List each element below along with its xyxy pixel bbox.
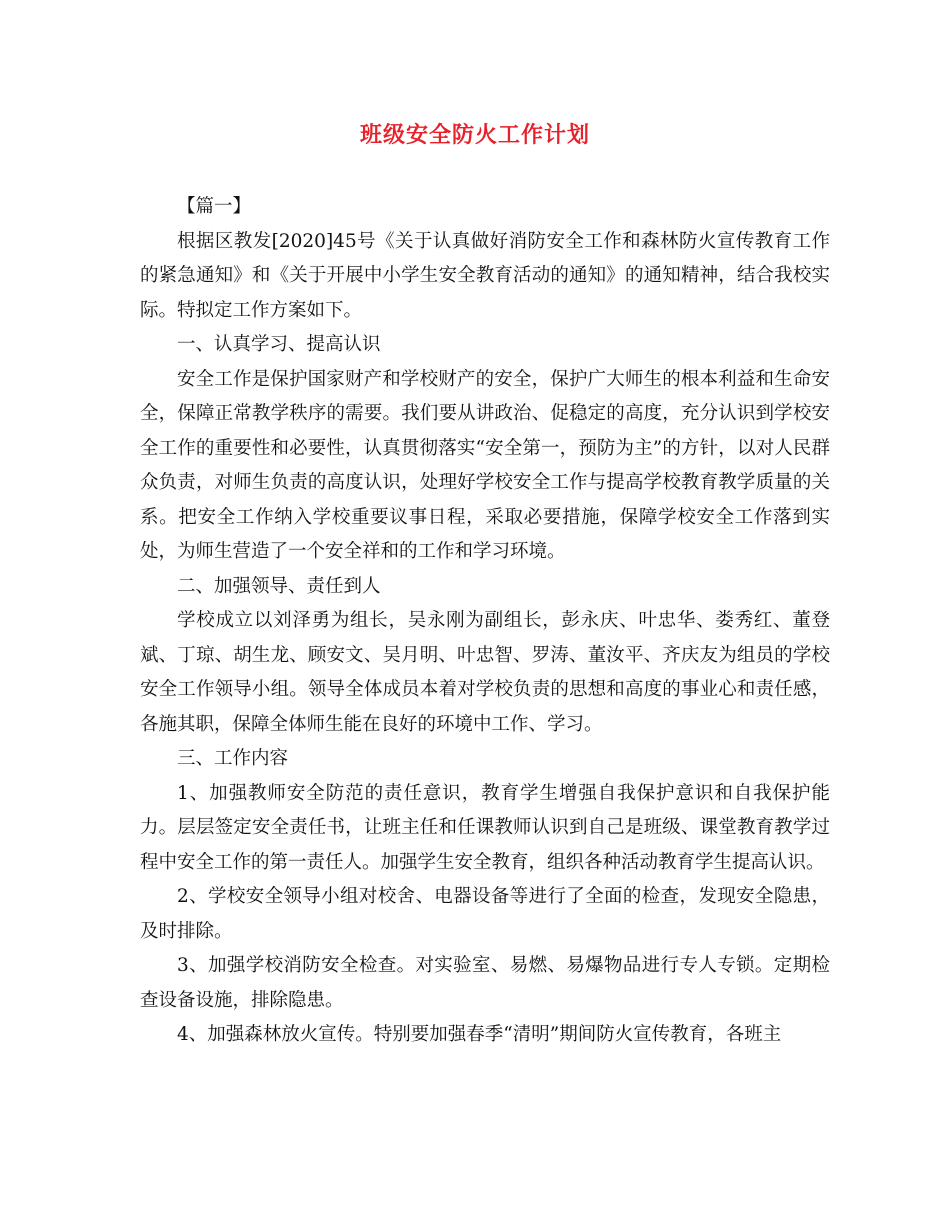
document-title: 班级安全防火工作计划 bbox=[359, 122, 590, 148]
list-item-2: 2、学校安全领导小组对校舍、电器设备等进行了全面的检查，发现安全隐患，及时排除。 bbox=[140, 886, 830, 942]
list-item-3: 3、加强学校消防安全检查。对实验室、易燃、易爆物品进行专人专锁。定期检查设备设施，排除隐患。 bbox=[140, 955, 830, 1011]
heading-2: 二、加强领导、责任到人 bbox=[177, 575, 381, 597]
paragraph-intro: 根据区教发[2020]45号《关于认真做好消防安全工作和森林防火宣传教育工作的紧急通知》和《关于开展中小学生安全教育活动的通知》的通知精神，结合我校实际。特拟定工作方案如下。 bbox=[140, 230, 830, 321]
list-item-1: 1、加强教师安全防范的责任意识，教育学生增强自我保护意识和自我保护能力。层层签定安全责任书，让班主任和任课教师认识到自己是班级、课堂教育教学过程中安全工作的第一责任人。加强学生安全教育，组织各种活动教育学生提高认识。 bbox=[140, 782, 830, 873]
list-item-4: 4、加强森林放火宣传。特别要加强春季“清明”期间防火宣传教育，各班主 bbox=[177, 1024, 782, 1045]
document-body bbox=[140, 190, 830, 1053]
heading-3: 三、工作内容 bbox=[177, 748, 289, 769]
paragraph-2: 学校成立以刘泽勇为组长，吴永刚为副组长，彭永庆、叶忠华、娄秀红、董登斌、丁琼、胡生龙、顾安文、吴月明、叶忠智、罗涛、董汝平、齐庆友为组员的学校安全工作领导小组。领导全体成员本着对学校负责的思想和高度的事业心和责任感，各施其职，保障全体师生能在良好的环境中工作、学习。 bbox=[140, 610, 830, 735]
section-label: 【篇一】 bbox=[177, 196, 252, 217]
heading-1: 一、认真学习、提高认识 bbox=[177, 334, 381, 355]
paragraph-1: 安全工作是保护国家财产和学校财产的安全，保护广大师生的根本利益和生命安全，保障正常教学秩序的需要。我们要从讲政治、促稳定的高度，充分认识到学校安全工作的重要性和必要性，认真贯彻落实“安全第一，预防为主”的方针，以对人民群众负责，对师生负责的高度认识，处理好学校安全工作与提高学校教育教学质量的关系。把安全工作纳入学校重要议事日程，采取必要措施，保障学校安全工作落到实处，为师生营造了一个安全祥和的工作和学习环境。 bbox=[140, 368, 830, 562]
